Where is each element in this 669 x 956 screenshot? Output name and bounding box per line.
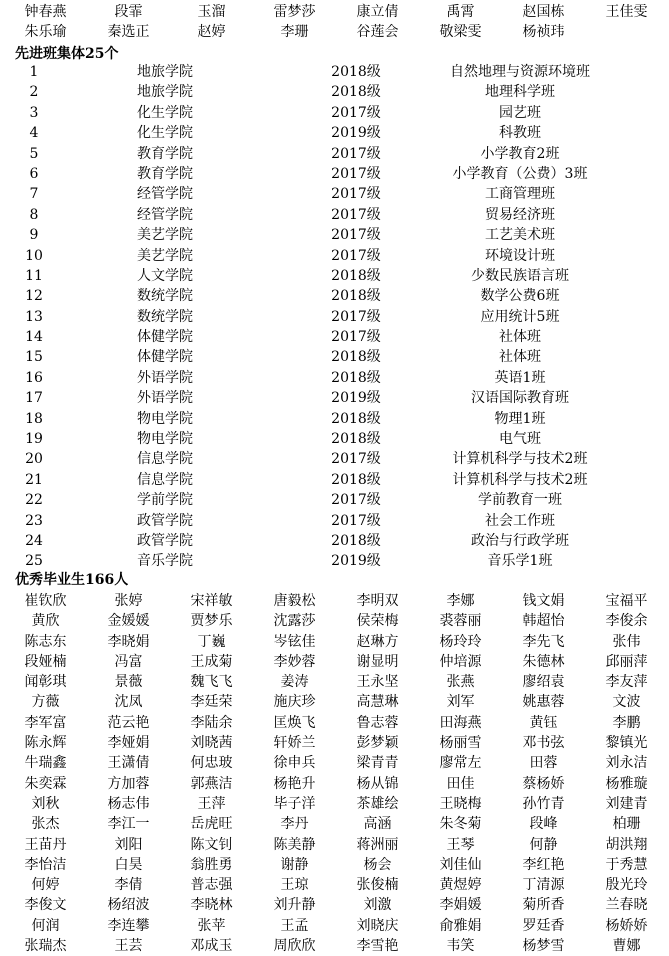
class-index: 8 <box>29 206 39 223</box>
graduate-name: 王潇倩 <box>107 755 150 772</box>
graduate-name: 杨玲玲 <box>439 633 482 650</box>
class-index: 23 <box>25 512 43 529</box>
class-index: 11 <box>25 267 43 284</box>
graduate-name: 陈美静 <box>273 836 316 853</box>
graduate-name: 岑铉佳 <box>273 633 316 650</box>
graduate-name: 俞雅娟 <box>439 917 482 934</box>
graduate-name: 谢显明 <box>356 653 399 670</box>
class-grade: 2017级 <box>331 104 381 121</box>
class-grade: 2018级 <box>331 410 381 427</box>
graduate-name: 茶雄绘 <box>356 795 399 812</box>
class-college: 信息学院 <box>137 471 193 488</box>
graduate-name: 王苗丹 <box>24 836 67 853</box>
name-cell: 钟春燕 <box>24 4 67 20</box>
class-name: 计算机科学与技术2班 <box>452 471 588 488</box>
class-row <box>0 164 669 184</box>
graduate-name: 廖常左 <box>439 755 482 772</box>
class-college: 信息学院 <box>137 451 193 468</box>
name-cell: 雷梦莎 <box>273 4 316 20</box>
graduate-name: 轩娇兰 <box>273 735 316 752</box>
name-cell: 谷莲会 <box>356 24 399 41</box>
class-grade: 2019级 <box>331 553 381 570</box>
class-grade: 2017级 <box>331 206 381 223</box>
name-cell: 王佳雯 <box>605 4 648 20</box>
graduate-name: 陈永辉 <box>24 735 67 752</box>
graduate-name: 刘佳仙 <box>439 856 482 873</box>
class-row <box>0 409 669 429</box>
graduate-name: 陈文钊 <box>190 836 233 853</box>
graduate-name: 王琴 <box>446 836 475 853</box>
graduate-name: 王芸 <box>114 938 143 955</box>
graduate-name: 郭燕洁 <box>190 775 233 792</box>
graduate-name: 丁清源 <box>522 877 565 894</box>
graduate-name: 张伟 <box>612 633 641 650</box>
graduate-name: 施庆珍 <box>273 694 316 711</box>
graduate-name: 高涵 <box>363 816 392 833</box>
class-row <box>0 184 669 204</box>
class-name: 贸易经济班 <box>485 206 555 223</box>
class-name: 音乐学1班 <box>487 553 553 570</box>
class-index: 7 <box>29 186 39 203</box>
class-index: 10 <box>25 247 43 264</box>
graduate-name: 张苹 <box>197 917 226 934</box>
class-grade: 2018级 <box>331 471 381 488</box>
graduate-name: 谢静 <box>280 856 309 873</box>
class-index: 3 <box>29 104 39 121</box>
graduate-name: 张瑞杰 <box>24 938 67 955</box>
graduate-name: 李连攀 <box>107 917 150 934</box>
graduate-name: 刘军 <box>446 694 475 711</box>
class-index: 19 <box>25 431 43 448</box>
class-grade: 2017级 <box>331 165 381 182</box>
class-index: 14 <box>25 329 43 346</box>
graduate-name: 黄欣 <box>31 613 60 630</box>
graduate-name: 蔡杨娇 <box>522 775 565 792</box>
class-grade: 2019级 <box>331 390 381 407</box>
class-row <box>0 511 669 531</box>
graduate-name: 段娅楠 <box>24 653 67 670</box>
graduate-name: 黄煜婷 <box>439 877 482 894</box>
graduate-name: 金媛媛 <box>107 613 150 630</box>
graduate-name: 方加蓉 <box>107 775 150 792</box>
class-college: 物电学院 <box>137 410 193 427</box>
class-grade: 2017级 <box>331 329 381 346</box>
graduate-name: 张婷 <box>114 593 143 609</box>
class-grade: 2017级 <box>331 451 381 468</box>
advanced-classes-table <box>0 62 669 572</box>
class-row <box>0 490 669 510</box>
graduate-name: 罗廷香 <box>522 917 565 934</box>
class-college: 政管学院 <box>137 532 193 549</box>
graduate-name: 陈志东 <box>24 633 67 650</box>
class-grade: 2018级 <box>331 369 381 386</box>
class-name: 小学教育（公费）3班 <box>452 165 588 182</box>
class-index: 18 <box>25 410 43 427</box>
name-cell: 赵婷 <box>197 24 226 41</box>
class-grade: 2018级 <box>331 532 381 549</box>
class-grade: 2018级 <box>331 431 381 448</box>
graduate-name: 赵琳方 <box>356 633 399 650</box>
graduate-name: 李鹏 <box>612 714 641 731</box>
class-index: 25 <box>25 553 43 570</box>
class-row <box>0 388 669 408</box>
class-grade: 2018级 <box>331 349 381 366</box>
class-row <box>0 347 669 367</box>
class-college: 体健学院 <box>137 329 193 346</box>
class-college: 数统学院 <box>137 308 193 325</box>
graduate-name: 兰春晓 <box>605 897 648 914</box>
name-cell: 康立倩 <box>356 4 399 20</box>
class-index: 20 <box>25 451 43 468</box>
graduate-name: 侯荣梅 <box>356 613 399 630</box>
class-grade: 2017级 <box>331 186 381 203</box>
class-college: 美艺学院 <box>137 247 193 264</box>
graduate-name: 李友萍 <box>605 674 648 691</box>
class-name: 工艺美术班 <box>485 227 555 244</box>
graduate-name: 王永坚 <box>356 674 399 691</box>
class-college: 化生学院 <box>137 104 193 121</box>
graduate-name: 李怡洁 <box>24 856 67 873</box>
class-row <box>0 531 669 551</box>
graduate-name: 邓书弦 <box>522 735 565 752</box>
class-grade: 2017级 <box>331 227 381 244</box>
class-name: 地理科学班 <box>485 84 555 101</box>
class-row <box>0 225 669 245</box>
graduate-name: 贾梦乐 <box>190 613 233 630</box>
graduate-name: 王萍 <box>197 795 226 812</box>
class-index: 9 <box>29 227 39 244</box>
class-college: 教育学院 <box>137 165 193 182</box>
class-index: 21 <box>25 471 43 488</box>
class-row <box>0 368 669 388</box>
graduate-name: 王琼 <box>280 877 309 894</box>
class-row <box>0 246 669 266</box>
class-index: 24 <box>25 532 43 549</box>
class-row <box>0 123 669 143</box>
name-cell: 李珊 <box>280 24 309 41</box>
class-name: 园艺班 <box>499 104 541 121</box>
graduate-name: 白昊 <box>114 856 143 873</box>
graduate-name: 刘阳 <box>114 836 143 853</box>
graduate-name: 王晓梅 <box>439 795 482 812</box>
graduate-name: 李先飞 <box>522 633 565 650</box>
graduate-name: 李晓娟 <box>107 633 150 650</box>
graduate-name: 杨会 <box>363 856 392 873</box>
graduate-name: 冯富 <box>114 653 143 670</box>
graduate-name: 岳虎旺 <box>190 816 233 833</box>
class-name: 数学公费6班 <box>480 288 560 305</box>
class-college: 教育学院 <box>137 145 193 162</box>
graduate-name: 曹娜 <box>612 938 641 955</box>
outstanding-graduates-grid <box>4 591 668 956</box>
outstanding-graduates-heading: 优秀毕业生166人 <box>15 572 129 588</box>
graduate-name: 张俊楠 <box>356 877 399 894</box>
graduate-name: 李晓林 <box>190 897 233 914</box>
graduate-name: 丁巍 <box>197 633 226 650</box>
graduate-name: 范云艳 <box>107 714 150 731</box>
class-row <box>0 286 669 306</box>
class-name: 汉语国际教育班 <box>471 390 569 407</box>
class-college: 地旅学院 <box>137 64 193 80</box>
graduate-name: 王孟 <box>280 917 309 934</box>
graduate-name: 张燕 <box>446 674 475 691</box>
graduate-name: 于秀慧 <box>605 856 648 873</box>
class-college: 政管学院 <box>137 512 193 529</box>
graduate-name: 杨艳升 <box>273 775 316 792</box>
graduate-name: 宋祥敏 <box>190 593 233 609</box>
graduate-name: 匡焕飞 <box>273 714 316 731</box>
class-college: 美艺学院 <box>137 227 193 244</box>
class-college: 数统学院 <box>137 288 193 305</box>
graduate-name: 李红艳 <box>522 856 565 873</box>
graduate-name: 王成菊 <box>190 653 233 670</box>
class-grade: 2018级 <box>331 64 381 80</box>
graduate-name: 田蓉 <box>529 755 558 772</box>
graduate-name: 李军富 <box>24 714 67 731</box>
class-college: 经管学院 <box>137 186 193 203</box>
name-cell: 朱乐瑜 <box>24 24 67 41</box>
graduate-name: 何润 <box>31 917 60 934</box>
graduate-name: 杨从锦 <box>356 775 399 792</box>
graduate-name: 李陆余 <box>190 714 233 731</box>
graduate-name: 李俊文 <box>24 897 67 914</box>
name-cell: 玉溜 <box>197 4 226 20</box>
class-name: 电气班 <box>499 431 541 448</box>
name-cell: 秦选正 <box>107 24 150 41</box>
graduate-name: 崔钦欣 <box>24 593 67 609</box>
graduate-name: 杨雅璇 <box>605 775 648 792</box>
class-row <box>0 103 669 123</box>
graduate-name: 沈露莎 <box>273 613 316 630</box>
graduate-name: 邱丽萍 <box>605 653 648 670</box>
class-college: 物电学院 <box>137 431 193 448</box>
class-index: 1 <box>29 64 39 80</box>
class-index: 4 <box>29 125 39 142</box>
class-name: 计算机科学与技术2班 <box>452 451 588 468</box>
graduate-name: 刘升静 <box>273 897 316 914</box>
graduate-name: 杨志伟 <box>107 795 150 812</box>
graduate-name: 张杰 <box>31 816 60 833</box>
graduate-name: 杨丽雪 <box>439 735 482 752</box>
graduate-name: 李娟媛 <box>439 897 482 914</box>
graduate-name: 胡洪翔 <box>605 836 648 853</box>
class-name: 科教班 <box>499 125 541 142</box>
class-index: 13 <box>25 308 43 325</box>
graduate-name: 韩超怡 <box>522 613 565 630</box>
class-college: 学前学院 <box>137 492 193 509</box>
class-name: 物理1班 <box>494 410 546 427</box>
class-row <box>0 449 669 469</box>
graduate-name: 李丹 <box>280 816 309 833</box>
class-grade: 2018级 <box>331 288 381 305</box>
top-names-grid <box>4 2 668 43</box>
graduate-name: 唐毅松 <box>273 593 316 609</box>
class-grade: 2017级 <box>331 145 381 162</box>
class-index: 12 <box>25 288 43 305</box>
graduate-name: 朱奕霖 <box>24 775 67 792</box>
graduate-name: 钱文娟 <box>522 593 565 609</box>
class-college: 经管学院 <box>137 206 193 223</box>
graduate-name: 刘激 <box>363 897 392 914</box>
graduate-name: 牛瑞鑫 <box>24 755 67 772</box>
graduate-name: 刘秋 <box>31 795 60 812</box>
graduate-name: 鲁志蓉 <box>356 714 399 731</box>
graduate-name: 段峰 <box>529 816 558 833</box>
class-name: 社会工作班 <box>485 512 555 529</box>
graduate-name: 殷光玲 <box>605 877 648 894</box>
graduate-name: 李雪艳 <box>356 938 399 955</box>
class-name: 工商管理班 <box>485 186 555 203</box>
graduate-name: 魏飞飞 <box>190 674 233 691</box>
graduate-name: 黎镇光 <box>605 735 648 752</box>
graduate-name: 方薇 <box>31 694 60 711</box>
class-name: 自然地理与资源环境班 <box>450 64 590 80</box>
class-college: 人文学院 <box>137 267 193 284</box>
class-row <box>0 82 669 102</box>
class-index: 5 <box>29 145 39 162</box>
class-row <box>0 144 669 164</box>
graduate-name: 高慧琳 <box>356 694 399 711</box>
class-name: 少数民族语言班 <box>471 267 569 284</box>
class-index: 2 <box>29 84 39 101</box>
graduate-name: 李江一 <box>107 816 150 833</box>
graduate-name: 杨娇娇 <box>605 917 648 934</box>
class-grade: 2018级 <box>331 267 381 284</box>
name-cell: 杨祯玮 <box>522 24 565 41</box>
graduate-name: 李俊余 <box>605 613 648 630</box>
class-name: 环境设计班 <box>485 247 555 264</box>
class-name: 英语1班 <box>494 369 546 386</box>
class-row <box>0 307 669 327</box>
name-cell: 禹霄 <box>446 4 475 20</box>
graduate-name: 李娜 <box>446 593 475 609</box>
graduate-name: 田海燕 <box>439 714 482 731</box>
class-row <box>0 62 669 82</box>
class-index: 6 <box>29 165 39 182</box>
graduate-name: 彭梦颖 <box>356 735 399 752</box>
graduate-name: 杨绍波 <box>107 897 150 914</box>
class-name: 社体班 <box>499 329 541 346</box>
graduate-name: 李娅娟 <box>107 735 150 752</box>
graduate-name: 文波 <box>612 694 641 711</box>
class-name: 小学教育2班 <box>480 145 560 162</box>
class-grade: 2017级 <box>331 492 381 509</box>
graduate-name: 蒋洲丽 <box>356 836 399 853</box>
class-college: 体健学院 <box>137 349 193 366</box>
graduate-name: 柏珊 <box>612 816 641 833</box>
graduate-name: 李廷荣 <box>190 694 233 711</box>
class-row <box>0 266 669 286</box>
graduate-name: 徐申兵 <box>273 755 316 772</box>
class-name: 社体班 <box>499 349 541 366</box>
graduate-name: 李倩 <box>114 877 143 894</box>
class-college: 地旅学院 <box>137 84 193 101</box>
graduate-name: 周欣欣 <box>273 938 316 955</box>
graduate-name: 杨梦雪 <box>522 938 565 955</box>
graduate-name: 仲培源 <box>439 653 482 670</box>
class-index: 22 <box>25 492 43 509</box>
class-index: 16 <box>25 369 43 386</box>
class-name: 应用统计5班 <box>480 308 560 325</box>
graduate-name: 普志强 <box>190 877 233 894</box>
graduate-name: 何婷 <box>31 877 60 894</box>
class-college: 音乐学院 <box>137 553 193 570</box>
class-name: 政治与行政学班 <box>471 532 569 549</box>
class-index: 17 <box>25 390 43 407</box>
graduate-name: 廖绍袁 <box>522 674 565 691</box>
graduate-name: 刘建青 <box>605 795 648 812</box>
graduate-name: 宝福平 <box>605 593 648 609</box>
class-college: 外语学院 <box>137 390 193 407</box>
graduate-name: 黄钰 <box>529 714 558 731</box>
graduate-name: 朱德林 <box>522 653 565 670</box>
name-cell: 敬梁雯 <box>439 24 482 41</box>
graduate-name: 田佳 <box>446 775 475 792</box>
graduate-name: 刘永洁 <box>605 755 648 772</box>
graduate-name: 裘蓉丽 <box>439 613 482 630</box>
class-row <box>0 205 669 225</box>
class-row <box>0 327 669 347</box>
advanced-classes-heading: 先进班集体25个 <box>15 46 119 62</box>
class-index: 15 <box>25 349 43 366</box>
graduate-name: 景薇 <box>114 674 143 691</box>
graduate-name: 何忠玻 <box>190 755 233 772</box>
class-college: 化生学院 <box>137 125 193 142</box>
graduate-name: 翁胜勇 <box>190 856 233 873</box>
class-grade: 2019级 <box>331 125 381 142</box>
name-cell: 段霏 <box>114 4 143 20</box>
graduate-name: 沈凤 <box>114 694 143 711</box>
class-grade: 2018级 <box>331 84 381 101</box>
graduate-name: 李明双 <box>356 593 399 609</box>
class-row <box>0 470 669 490</box>
graduate-name: 刘晓庆 <box>356 917 399 934</box>
class-grade: 2017级 <box>331 308 381 325</box>
class-grade: 2017级 <box>331 512 381 529</box>
graduate-name: 李妙蓉 <box>273 653 316 670</box>
graduate-name: 毕子洋 <box>273 795 316 812</box>
graduate-name: 姜涛 <box>280 674 309 691</box>
class-row <box>0 429 669 449</box>
class-name: 学前教育一班 <box>478 492 562 509</box>
graduate-name: 何静 <box>529 836 558 853</box>
graduate-name: 刘晓茜 <box>190 735 233 752</box>
graduate-name: 梁青青 <box>356 755 399 772</box>
graduate-name: 菊所香 <box>522 897 565 914</box>
class-grade: 2017级 <box>331 247 381 264</box>
graduate-name: 邓成玉 <box>190 938 233 955</box>
graduate-name: 孙竹青 <box>522 795 565 812</box>
graduate-name: 姚惠蓉 <box>522 694 565 711</box>
graduate-name: 朱冬菊 <box>439 816 482 833</box>
graduate-name: 闻彰琪 <box>24 674 67 691</box>
class-college: 外语学院 <box>137 369 193 386</box>
name-cell: 赵国栋 <box>522 4 565 20</box>
graduate-name: 韦笑 <box>446 938 475 955</box>
